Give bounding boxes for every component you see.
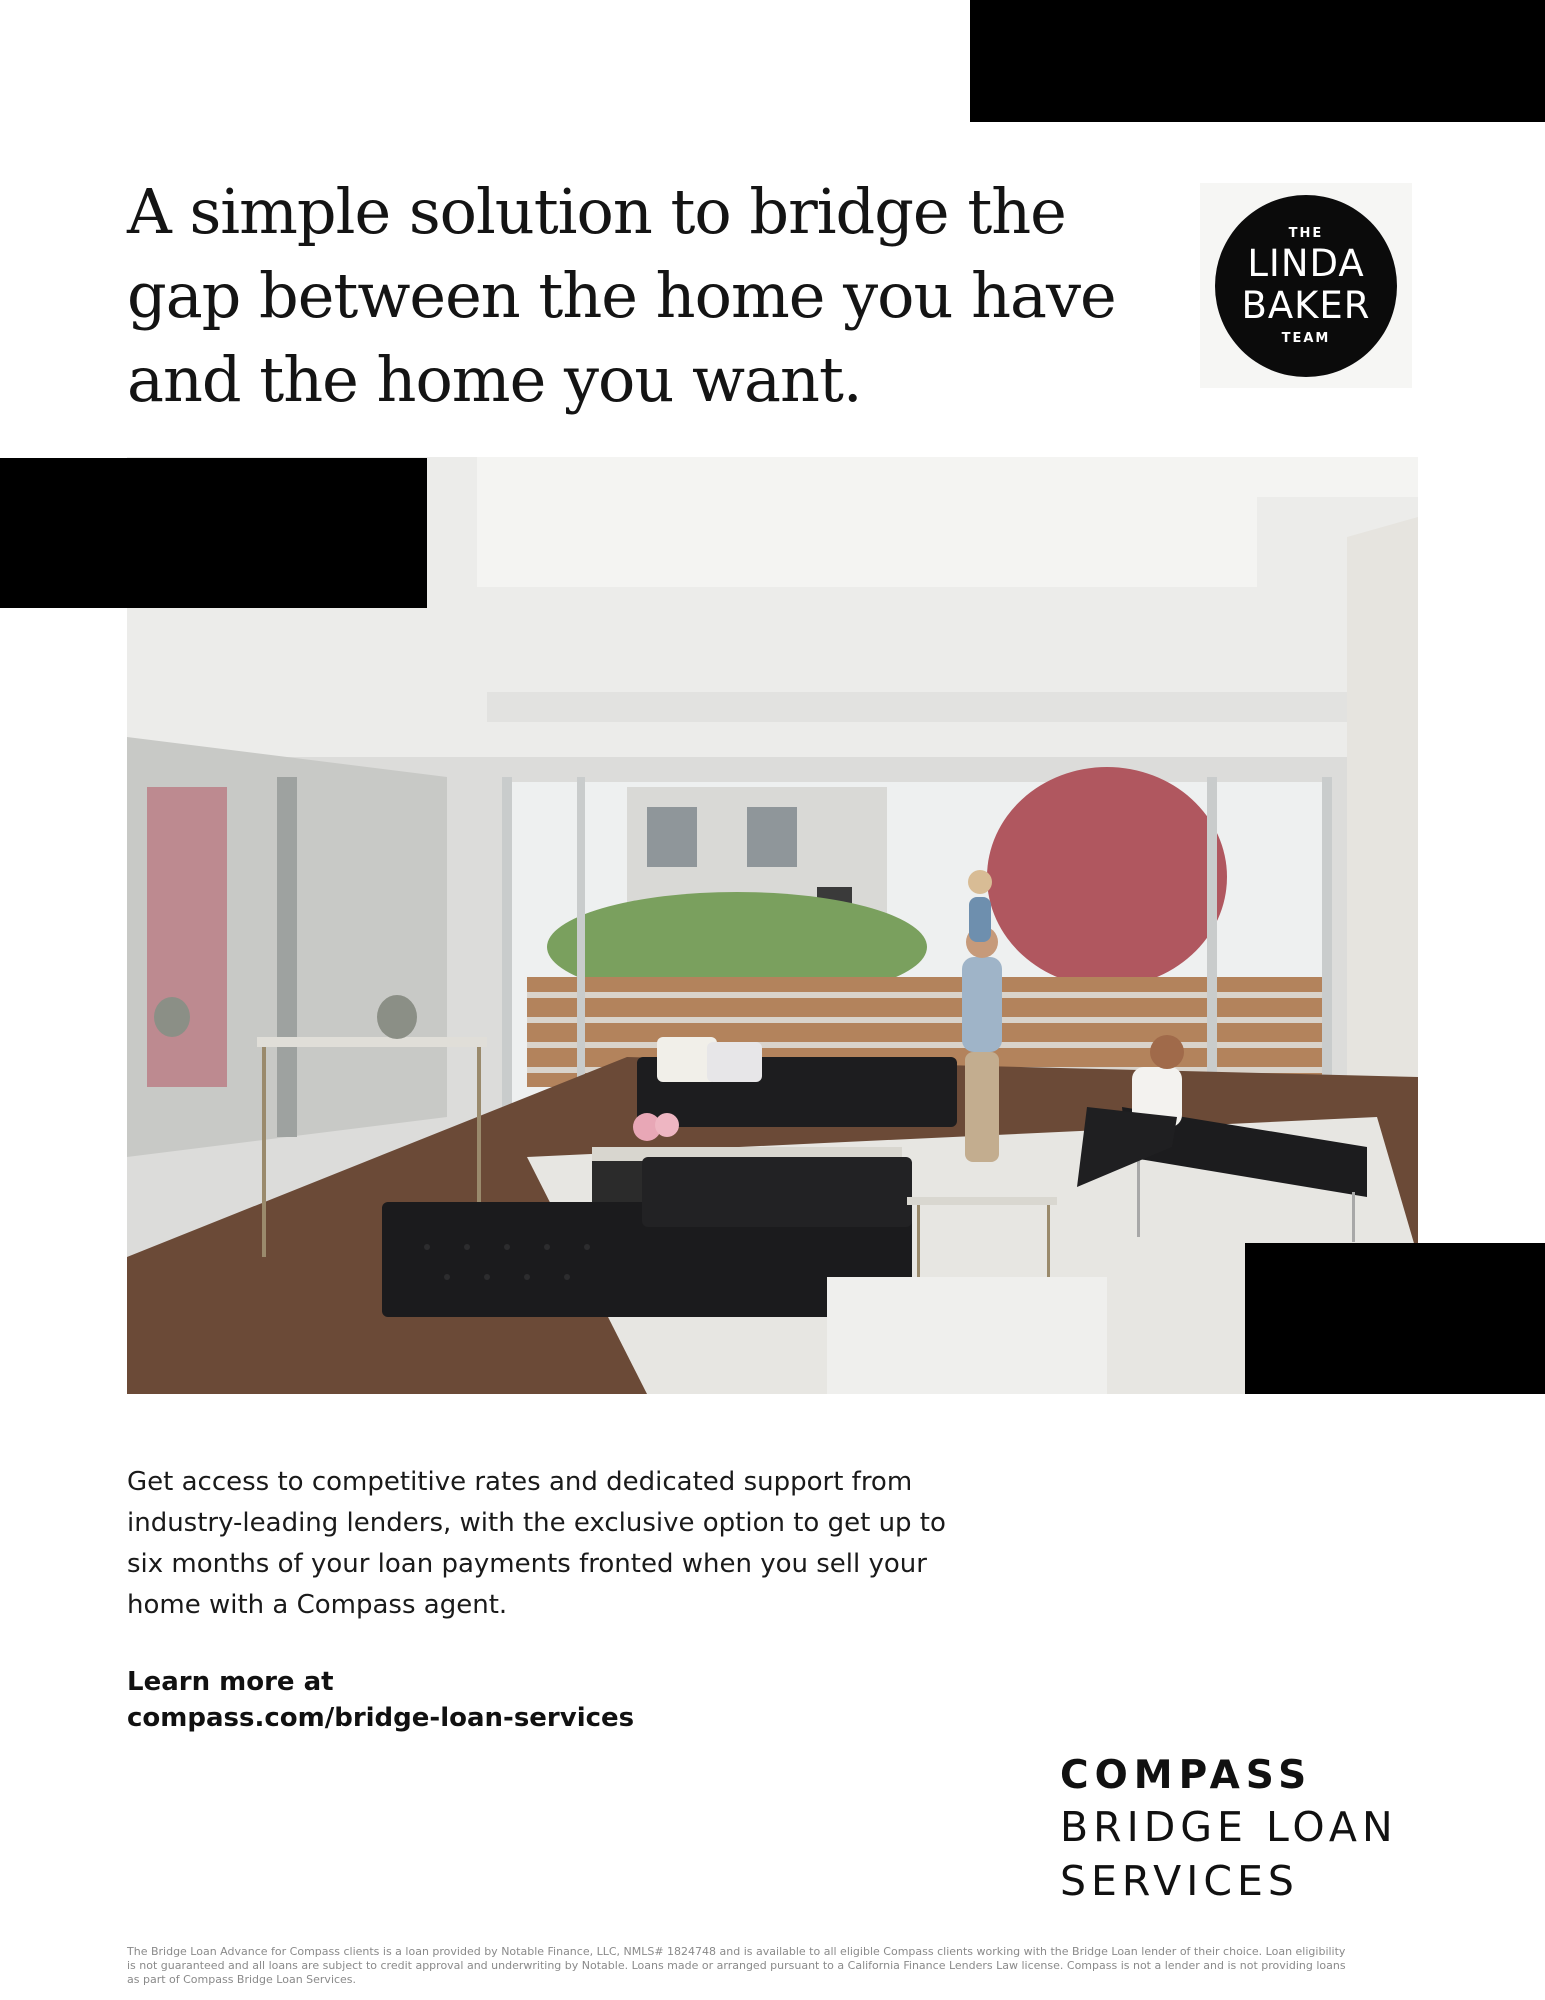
learn-more [127,1664,634,1736]
decorative-black-block-bottom [1245,1243,1545,1394]
services-line: SERVICES [1060,1857,1299,1905]
body-line-2: industry-leading lenders, with the exclusive option to get up to [127,1508,946,1538]
legal-disclaimer [127,1945,1417,1987]
logo-the: THE [1288,225,1324,241]
headline-line-1: A simple solution to bridge the [127,175,1066,248]
learn-more-url[interactable]: compass.com/bridge-loan-services [127,1703,635,1733]
body-line-3: six months of your loan payments fronted when you sell your [127,1549,927,1579]
logo-team: TEAM [1281,330,1331,346]
headline-line-3: and the home you want. [127,343,862,416]
bridge-loan-line: BRIDGE LOAN [1060,1803,1398,1851]
logo-linda: LINDA [1247,241,1365,285]
logo-badge [1215,195,1397,377]
logo-baker: BAKER [1241,283,1371,327]
learn-more-label: Learn more at [127,1667,334,1697]
compass-wordmark: COMPASS [1060,1753,1313,1798]
disclaimer-line-2: is not guaranteed and all loans are subject to credit approval and underwriting by Notable. Loans made or arranged pursuant to a California Finance Lenders Law license. Compass is not a lender and is not providing loans [127,1959,1346,1972]
body-copy [127,1462,1027,1626]
headline [127,170,1127,422]
disclaimer-line-3: as part of Compass Bridge Loan Services. [127,1973,357,1986]
decorative-black-block-top [970,0,1545,122]
decorative-black-block-left [0,458,427,608]
compass-brand-logo [1060,1752,1398,1908]
disclaimer-line-1: The Bridge Loan Advance for Compass clients is a loan provided by Notable Finance, LLC, NMLS# 1824748 and is available to all eligible Compass clients working with the Bridge Loan lender of their choice. Loan eligibility [127,1945,1346,1958]
body-line-1: Get access to competitive rates and dedicated support from [127,1467,913,1497]
body-line-4: home with a Compass agent. [127,1590,508,1620]
headline-line-2: gap between the home you have [127,259,1116,332]
linda-baker-team-logo [1200,183,1412,388]
